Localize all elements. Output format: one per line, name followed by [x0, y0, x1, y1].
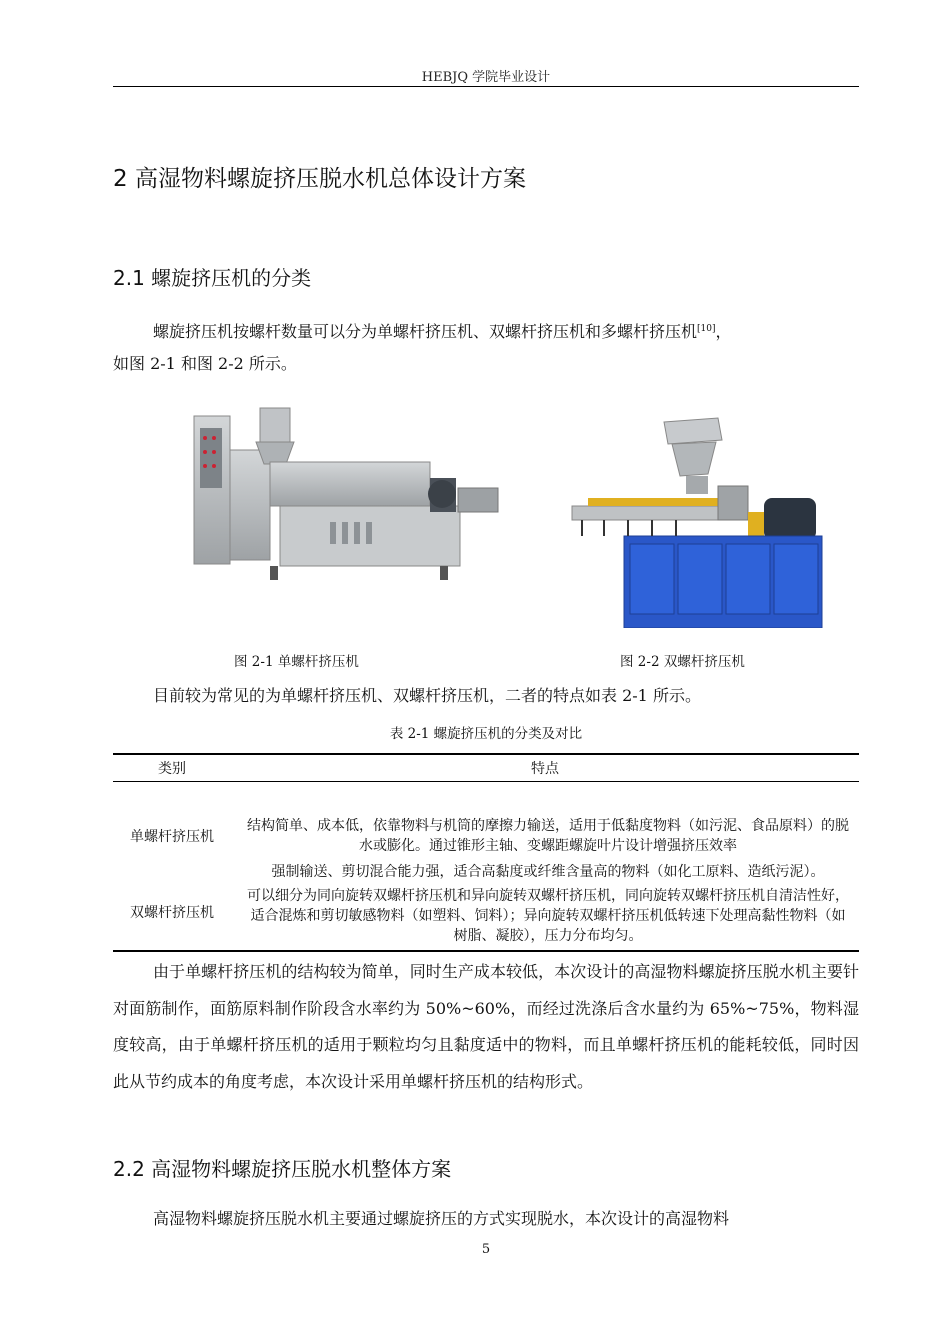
header-category: 类别: [113, 754, 231, 782]
twin-screw-extruder-image: [568, 414, 826, 628]
feature-text: 强制输送、剪切混合能力强，适合高黏度或纤维含量高的物料（如化工原料、造纸污泥）。: [271, 864, 825, 880]
header-features: 特点: [231, 754, 859, 782]
row-features: [231, 858, 859, 951]
section-title-2-1: 2.1 螺旋挤压机的分类: [113, 266, 312, 290]
comparison-table: [113, 753, 859, 952]
citation: [10]: [697, 324, 716, 334]
single-screw-extruder-image: [190, 402, 506, 614]
paragraph-common-types: 目前较为常见的为单螺杆挤压机、双螺杆挤压机，二者的特点如表 2-1 所示。: [153, 686, 701, 705]
paragraph-overall-scheme: 高湿物料螺旋挤压脱水机主要通过螺旋挤压的方式实现脱水，本次设计的高湿物料: [153, 1209, 730, 1228]
figure-2-2-caption: 图 2-2 双螺杆挤压机: [620, 654, 745, 670]
page-number: 5: [481, 1242, 491, 1257]
figure-twin-screw-extruder: [568, 414, 826, 628]
figure-2-1-caption: 图 2-1 单螺杆挤压机: [234, 654, 359, 670]
section-title-2-2: 2.2 高湿物料螺旋挤压脱水机整体方案: [113, 1157, 452, 1181]
table-caption: 表 2-1 螺旋挤压机的分类及对比: [389, 726, 583, 742]
running-header: HEBJQ 学院毕业设计: [421, 70, 551, 85]
table-row: [113, 858, 859, 951]
row-features: 结构简单、成本低，依靠物料与机筒的摩擦力输送，适用于低黏度物料（如污泥、食品原料）的脱水或膨化。通过锥形主轴、变螺距螺旋叶片设计增强挤压效率: [247, 818, 849, 854]
row-category: 双螺杆挤压机: [113, 858, 231, 951]
table-header-row: [113, 754, 859, 782]
table-row: [113, 782, 859, 859]
paragraph-design-choice: 由于单螺杆挤压机的结构较为简单，同时生产成本较低，本次设计的高湿物料螺旋挤压脱水机主要针对面筋制作，面筋原料制作阶段含水率约为 50%~60%，而经过洗涤后含水量约为 65%~75%，物料湿度较高，由于单螺杆挤压机的适用于颗粒均匀且黏度适中的物料，而且单螺杆挤压机的能耗较低，同时因此从节约成本的角度考虑，本次设计采用单螺杆挤压机的结构形式。: [113, 962, 859, 1091]
row-category: 单螺杆挤压机: [130, 829, 214, 845]
chapter-title: 2 高湿物料螺旋挤压脱水机总体设计方案: [113, 166, 526, 192]
header-rule: [113, 86, 859, 87]
figure-single-screw-extruder: [190, 402, 506, 614]
feature-text: 可以细分为同向旋转双螺杆挤压机和异向旋转双螺杆挤压机，同向旋转双螺杆挤压机自清洁性好，适合混炼和剪切敏感物料（如塑料、饲料）；异向旋转双螺杆挤压机低转速下处理高黏性物料（如树脂、凝胶），压力分布均匀。: [247, 888, 849, 944]
paragraph-classification: 螺旋挤压机按螺杆数量可以分为单螺杆挤压机、双螺杆挤压机和多螺杆挤压机[10]， 如图 2-1 和图 2-2 所示。: [113, 322, 732, 373]
